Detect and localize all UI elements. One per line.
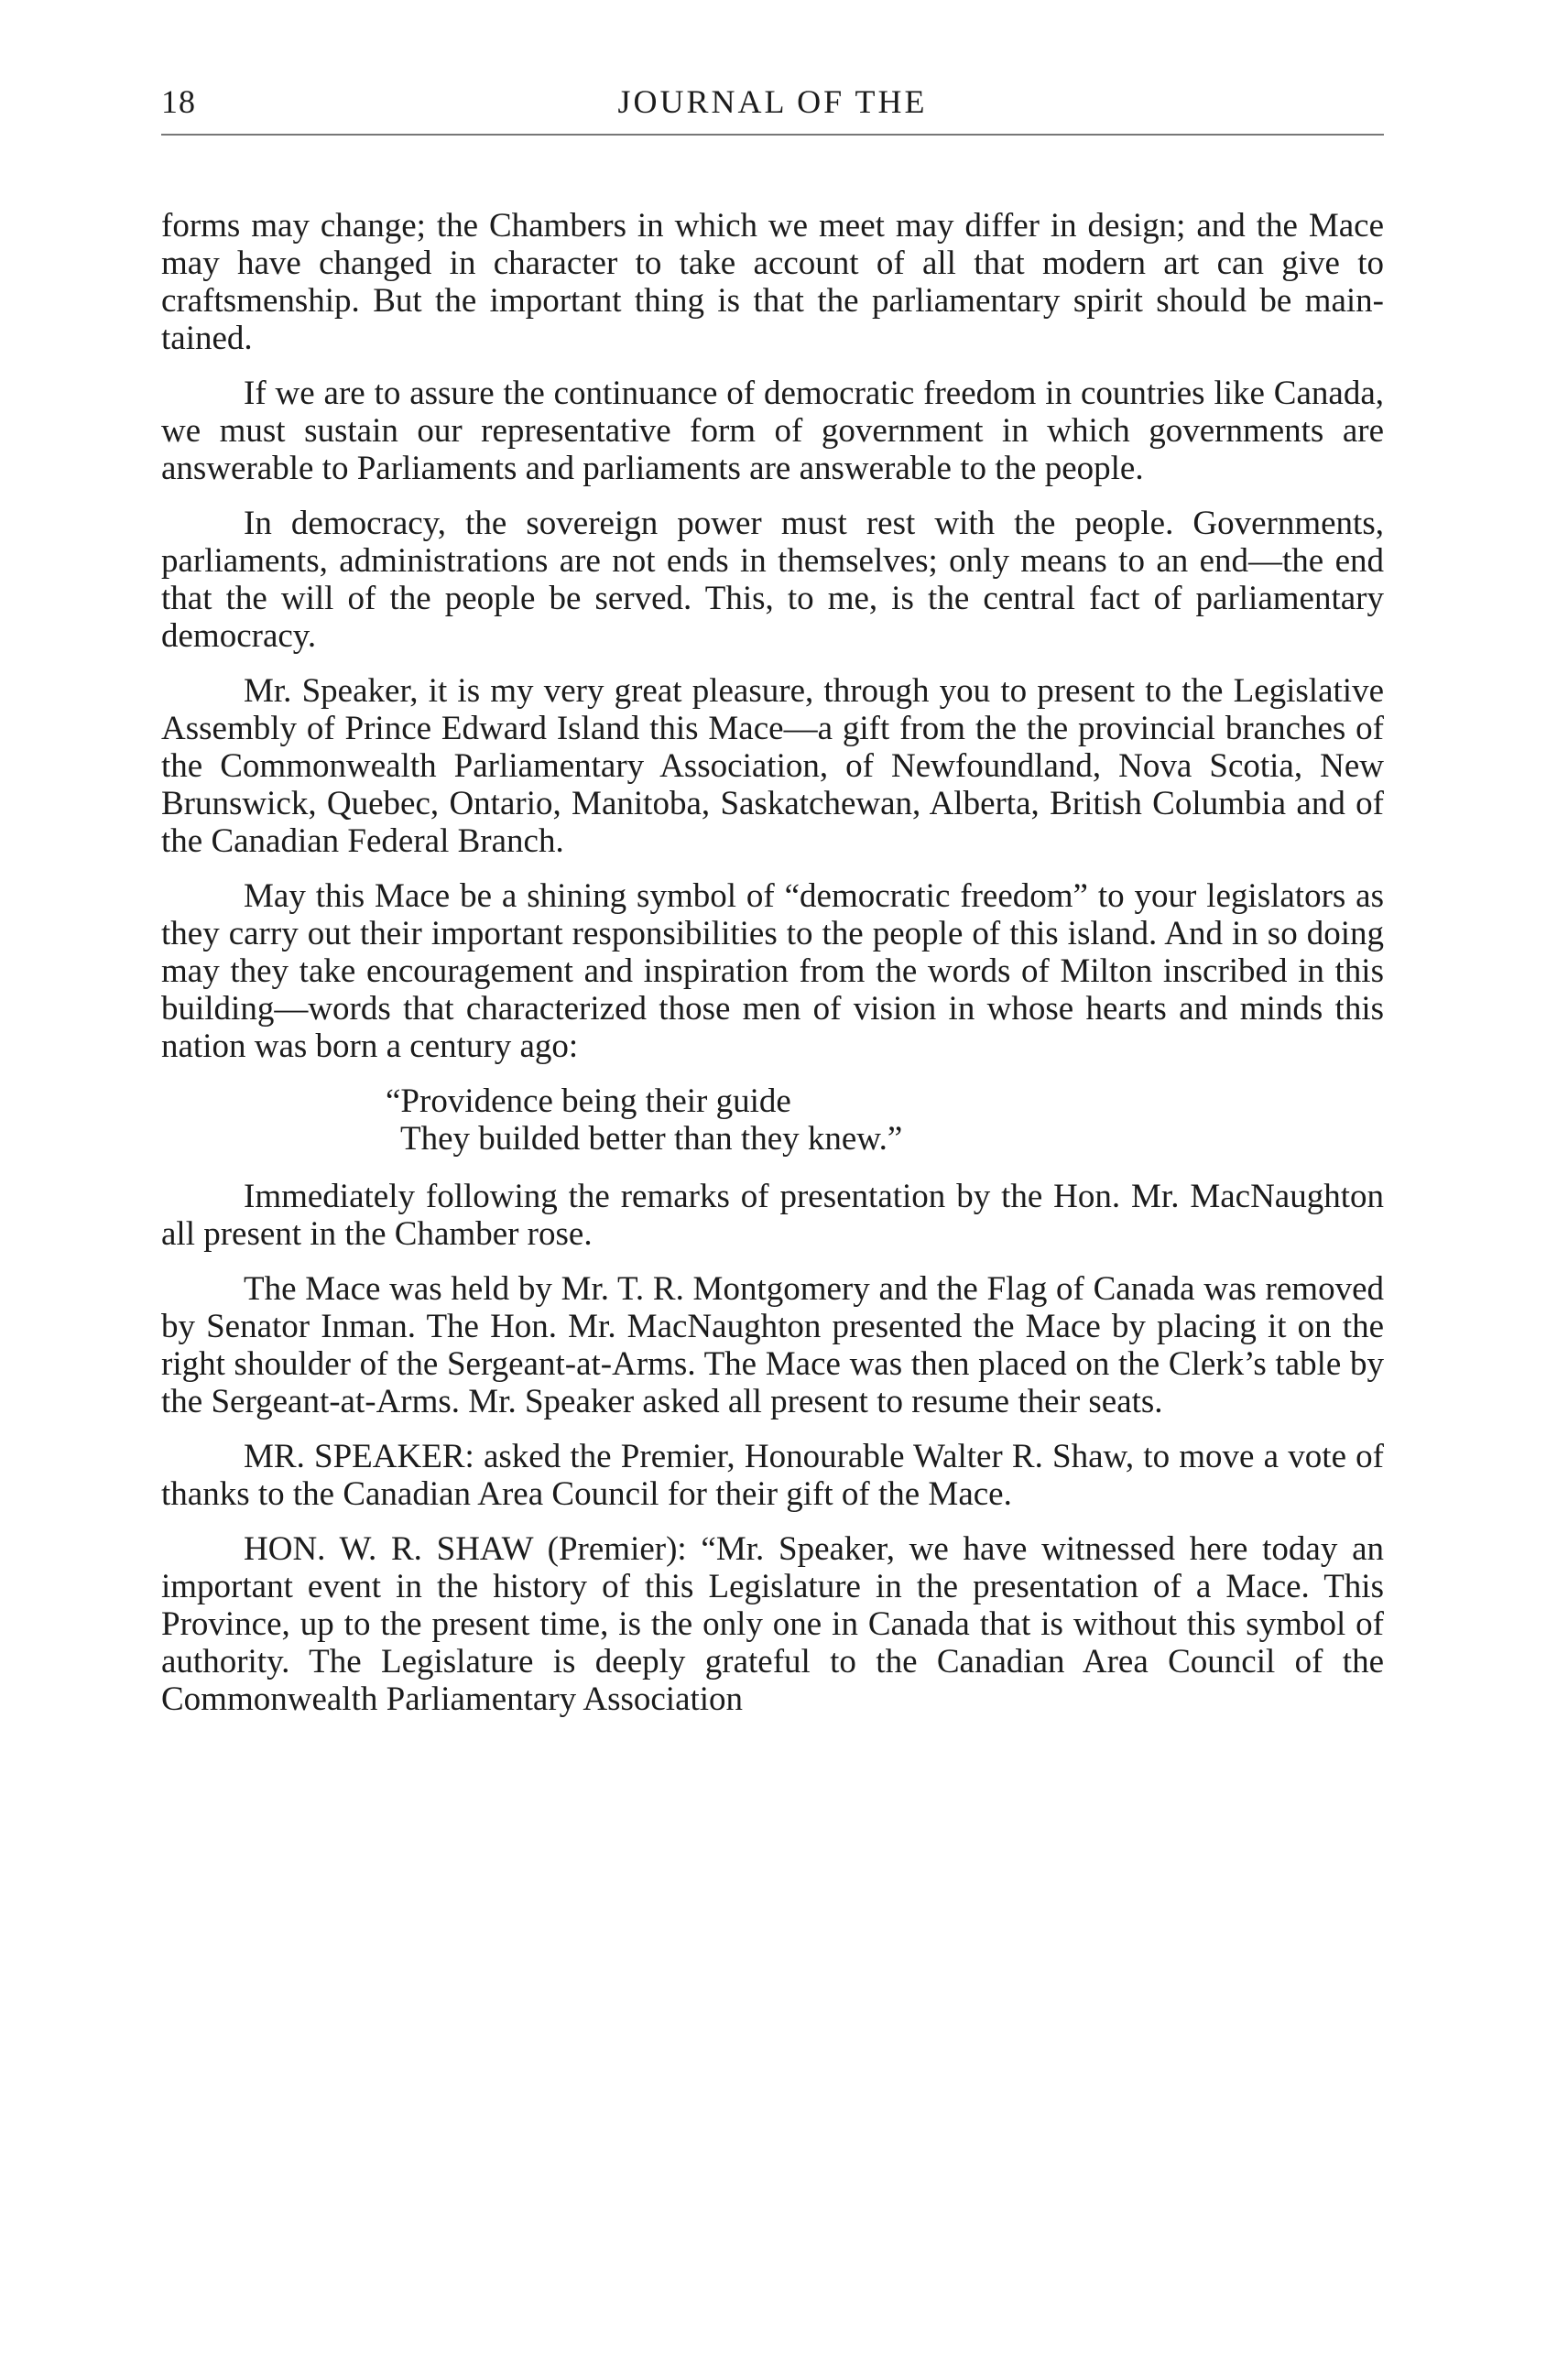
- page-number: 18: [161, 83, 196, 120]
- journal-title: JOURNAL OF THE: [617, 83, 928, 120]
- paragraph-continued: forms may change; the Chambers in which we meet may differ in design; and the Mace may have changed in character to take account of all that modern art can give to craftsmenship. But the important thing is that the parliamentary spirit should be maintained.: [161, 207, 1384, 357]
- paragraph: In democracy, the sovereign power must rest with the people. Governments, parliaments, administrations are not ends in themselves; only means to an end—the end that the will of the people be served. This, to me, is the central fact of parliamentary democracy.: [161, 505, 1384, 655]
- milton-quote: [386, 1082, 1384, 1158]
- journal-page: [161, 82, 1384, 1735]
- paragraph: HON. W. R. SHAW (Premier): “Mr. Speaker, we have witnessed here today an important event in the history of this Legislature in the presentation of a Mace. This Province, up to the present time, is the only one in Canada that is without this symbol of authority. The Legislature is deeply grateful to the Canadian Area Council of the Commonwealth Parliamentary Association: [161, 1530, 1384, 1718]
- paragraph: Mr. Speaker, it is my very great pleasure, through you to present to the Legislative Assembly of Prince Edward Island this Mace—a gift from the the provincial branches of the Commonwealth Parliamentary Association, of Newfoundland, Nova Scotia, New Brunswick, Quebec, Ontario, Manitoba, Saskatchewan, Alberta, British Columbia and of the Canadian Federal Branch.: [161, 672, 1384, 860]
- paragraph: The Mace was held by Mr. T. R. Montgomery and the Flag of Canada was removed by Senator Inman. The Hon. Mr. MacNaughton presented the Mace by placing it on the right shoulder of the Sergeant-at-Arms. The Mace was then placed on the Clerk’s table by the Sergeant-at-Arms. Mr. Speaker asked all present to resume their seats.: [161, 1270, 1384, 1420]
- paragraph: May this Mace be a shining symbol of “democratic freedom” to your legislators as they carry out their important responsibilities to the people of this island. And in so doing may they take encouragement and inspiration from the words of Milton inscribed in this building—words that characterized those men of vision in whose hearts and minds this nation was born a century ago:: [161, 877, 1384, 1065]
- paragraph: Immediately following the remarks of presentation by the Hon. Mr. MacNaughton all present in the Chamber rose.: [161, 1178, 1384, 1253]
- paragraph: If we are to assure the continuance of democratic freedom in countries like Canada, we must sustain our representative form of government in which governments are answerable to Parliaments and parliaments are answerable to the people.: [161, 375, 1384, 487]
- body-text: [161, 207, 1384, 1718]
- quote-line-2: They builded better than they knew.”: [400, 1120, 903, 1158]
- quote-line-1: “Providence being their guide: [386, 1082, 791, 1120]
- running-head: [161, 82, 1384, 136]
- paragraph: MR. SPEAKER: asked the Premier, Honourable Walter R. Shaw, to move a vote of thanks to the Canadian Area Council for their gift of the Mace.: [161, 1438, 1384, 1513]
